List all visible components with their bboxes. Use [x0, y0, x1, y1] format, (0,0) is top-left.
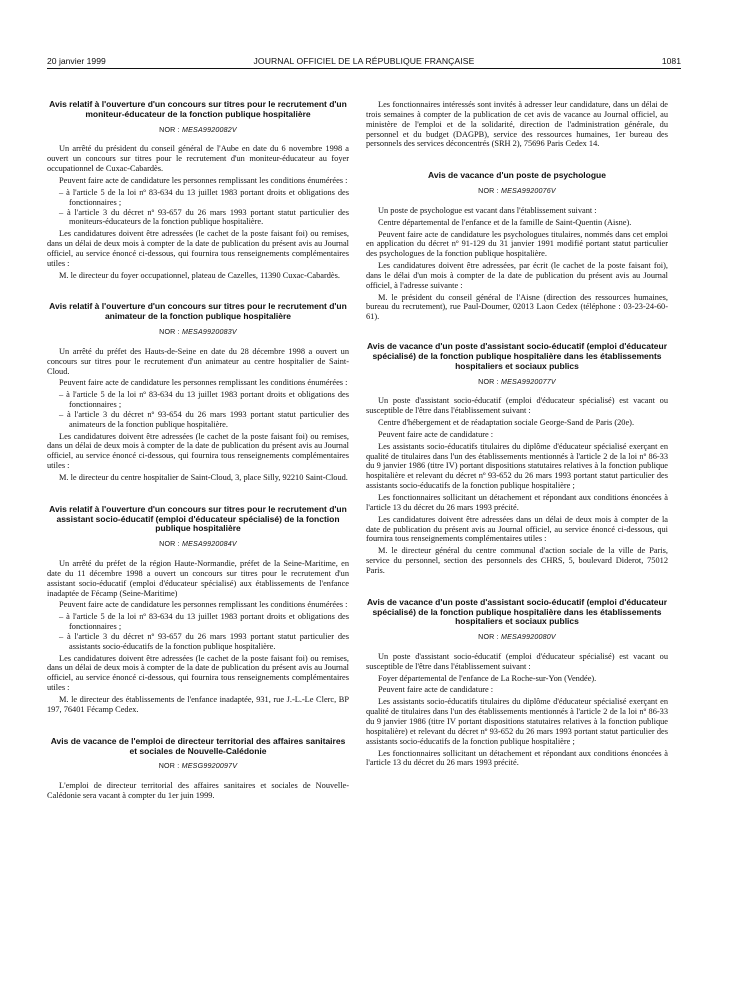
list-item: – à l'article 5 de la loi nº 83-634 du 13 juillet 1983 portant droits et obligations des fonctionnaires ;	[59, 390, 349, 410]
notice	[366, 342, 668, 576]
nor-reference	[47, 762, 349, 772]
nor-reference	[366, 633, 668, 643]
list-item: – à l'article 3 du décret nº 93-654 du 26 mars 1993 portant statut particulier des animateurs de la fonction publique hospitalière.	[59, 409, 349, 429]
nor-label: NOR :	[478, 633, 499, 642]
paragraph: M. le directeur du centre hospitalier de Saint-Cloud, 3, place Silly, 92210 Saint-Cloud.	[59, 472, 348, 482]
notice	[366, 171, 668, 322]
paragraph: Peuvent faire acte de candidature les personnes remplissant les conditions énumérées :	[59, 600, 348, 610]
notice-title: Avis relatif à l'ouverture d'un concours sur titres pour le recrutement d'un animateur de la fonction publique hospitalière	[49, 301, 347, 322]
right-column	[366, 100, 668, 790]
paragraph: M. le directeur des établissements de l'enfance inadaptée, 931, rue J.-L.-Le Clerc, BP 197, 76401 Fécamp Cedex.	[47, 695, 349, 714]
paragraph: Un arrêté du préfet de la région Haute-Normandie, préfet de la Seine-Maritime, en date du 11 décembre 1998 a ouvert un concours sur titres pour le recrutement d'un assistant socio-éducatif (emploi d'éducateur spécialisé) aux établissements de l'enfance inadaptée de Fécamp (Seine-Maritime)	[47, 559, 349, 598]
notice-title: Avis de vacance d'un poste d'assistant socio-éducatif (emploi d'éducateur spécialisé) de la fonction publique hospitalière dans les établissements hospitaliers et sociaux publics	[366, 596, 668, 627]
paragraph: Un poste d'assistant socio-éducatif (emploi d'éducateur spécialisé) est vacant ou susceptible de l'être dans l'établissement suivant :	[366, 396, 668, 416]
header-journal-title: JOURNAL OFFICIEL DE LA RÉPUBLIQUE FRANÇAISE	[253, 56, 475, 66]
conditions-list	[47, 390, 349, 429]
paragraph: Foyer départemental de l'enfance de La Roche-sur-Yon (Vendée).	[378, 673, 597, 683]
nor-label: NOR :	[159, 540, 180, 549]
conditions-list	[47, 612, 349, 651]
paragraph: Les assistants socio-éducatifs titulaires du diplôme d'éducateur spécialisé exerçant en qualité de titulaires dans l'un des établissements mentionnés à l'article 2 de la loi nº 86-33 du 9 janvier 1986 (titre IV) portant dispositions statutaires relatives à la fonction publique hospitalière et relevant du décret nº 93-652 du 26 mars 1993 portant statut particulier des assistants socio-éducatifs de la fonction publique hospitalière ;	[366, 441, 668, 491]
nor-label: NOR :	[158, 762, 180, 771]
nor-code: MESA9920077V	[501, 377, 556, 386]
paragraph: M. le directeur général du centre communal d'action sociale de la ville de Paris, service du personnel, section des personnels des CHRS, 5, boulevard Diderot, 75012 Paris.	[366, 546, 668, 575]
list-item: – à l'article 3 du décret nº 93-657 du 26 mars 1993 portant statut particulier des assistants socio-éducatifs de la fonction publique hospitalière.	[59, 631, 349, 651]
header-page-number: 1081	[661, 56, 681, 66]
paragraph: Peuvent faire acte de candidature les personnes remplissant les conditions énumérées :	[59, 378, 348, 388]
nor-code: MESA9920082V	[182, 125, 237, 134]
paragraph: Peuvent faire acte de candidature les personnes remplissant les conditions énumérées :	[59, 175, 348, 185]
header-date: 20 janvier 1999	[47, 56, 106, 66]
nor-reference	[366, 187, 668, 197]
nor-reference	[366, 378, 668, 388]
list-item: – à l'article 3 du décret nº 93-657 du 26 mars 1993 portant statut particulier des moniteurs-éducateurs de la fonction publique hospitalière.	[59, 207, 349, 227]
list-item: – à l'article 5 de la loi nº 83-634 du 13 juillet 1983 portant droits et obligations des fonctionnaires ;	[59, 612, 349, 632]
paragraph: Centre départemental de l'enfance et de la famille de Saint-Quentin (Aisne).	[378, 217, 632, 227]
notice	[366, 598, 668, 769]
notice-title: Avis de vacance d'un poste de psychologue	[428, 170, 606, 181]
nor-code: MESA9920084V	[182, 540, 237, 549]
notice	[366, 100, 668, 149]
nor-reference	[47, 540, 349, 550]
notice-title: Avis relatif à l'ouverture d'un concours sur titres pour le recrutement d'un moniteur-éducateur de la fonction publique hospitalière	[49, 99, 347, 119]
list-item: – à l'article 5 de la loi nº 83-634 du 13 juillet 1983 portant droits et obligations des fonctionnaires ;	[59, 187, 349, 207]
nor-label: NOR :	[159, 125, 180, 134]
nor-code: MESG9920097V	[181, 762, 238, 771]
nor-label: NOR :	[478, 377, 499, 386]
nor-reference	[47, 328, 349, 338]
paragraph: Peuvent faire acte de candidature :	[378, 429, 494, 439]
paragraph: Les fonctionnaires sollicitant un détachement et répondant aux conditions énoncées à l'article 13 du décret du 26 mars 1993 précité.	[366, 748, 668, 768]
notice-title: Avis de vacance d'un poste d'assistant socio-éducatif (emploi d'éducateur spécialisé) de la fonction publique hospitalière dans les établissements hospitaliers et sociaux publics	[366, 341, 668, 371]
nor-reference	[47, 126, 349, 136]
paragraph: Les candidatures doivent être adressées (le cachet de la poste faisant foi) ou remises, dans un délai de deux mois à compter de la date de publication du présent avis au Journal officiel, au service énoncé ci-dessous, qui fournira tous renseignements complémentaires utiles :	[47, 431, 349, 471]
nor-code: MESA9920076V	[501, 187, 556, 196]
paragraph: Les fonctionnaires intéressés sont invités à adresser leur candidature, dans un délai de trois semaines à compter de la publication de cet avis de vacance au Journal officiel, au ministère de l'emploi et de la solidarité, direction de l'administration générale, du personnel et du budget (DAGPB), service des ressources humaines, 1er bureau des personnels des services déconcentrés (SRH 2), 75696 Paris Cedex 14.	[366, 100, 668, 149]
paragraph: Les candidatures doivent être adressées dans un délai de deux mois à compter de la date de publication du présent avis au Journal officiel, au service énoncé ci-dessous, qui fournira tous renseignements complémentaires utiles :	[366, 514, 668, 544]
paragraph: Centre d'hébergement et de réadaptation sociale George-Sand de Paris (20e).	[378, 418, 635, 428]
notice-title: Avis de vacance de l'emploi de directeur territorial des affaires sanitaires et sociales de Nouvelle-Calédonie	[50, 735, 346, 756]
notice-title: Avis relatif à l'ouverture d'un concours sur titres pour le recrutement d'un assistant socio-éducatif (emploi d'éducateur spécialisé) de la fonction publique hospitalière	[49, 503, 347, 534]
conditions-list	[47, 188, 349, 227]
nor-code: MESA9920083V	[182, 328, 237, 336]
paragraph: M. le directeur du foyer occupationnel, plateau de Cazelles, 11390 Cuxac-Cabardès.	[59, 270, 340, 280]
paragraph: Un arrêté du président du conseil général de l'Aube en date du 6 novembre 1998 a ouvert un concours sur titres pour le recrutement d'un moniteur-éducateur au foyer occupationnel de Cuxac-Cabardès.	[47, 144, 349, 174]
paragraph: Les fonctionnaires sollicitant un détachement et répondant aux conditions énoncées à l'article 13 du décret du 26 mars 1993 précité.	[366, 492, 668, 512]
notice	[47, 737, 349, 801]
paragraph: Les assistants socio-éducatifs titulaires du diplôme d'éducateur spécialisé exerçant en qualité de titulaires dans l'un des établissements mentionnés à l'article 2 de la loi nº 86-33 du 9 janvier 1986 (titre IV portant dispositions statutaires relatives à la fonction publique hospitalière) et relevant du décret nº 93-652 du 26 mars 1993 portant statut particulier des assistants socio-éducatifs de la fonction publique hospitalière ;	[366, 697, 668, 746]
paragraph: Les candidatures doivent être adressées (le cachet de la poste faisant foi) ou remises, dans un délai de deux mois à compter de la date de publication du présent avis au Journal officiel, au service énoncé ci-dessous, qui fournira tous renseignements complémentaires utiles :	[47, 229, 349, 268]
paragraph: Un poste d'assistant socio-éducatif (emploi d'éducateur spécialisé) est vacant ou susceptible de l'être dans l'établissement suivant :	[366, 651, 668, 671]
header-rule	[47, 68, 681, 69]
notice	[47, 505, 349, 715]
notice	[47, 302, 349, 482]
paragraph: Les candidatures doivent être adressées (le cachet de la poste faisant foi) ou remises, dans un délai de deux mois à compter de la date de publication du présent avis au Journal officiel, au service énoncé ci-dessous, qui fournira tous renseignements complémentaires utiles :	[47, 653, 349, 693]
notice	[47, 100, 349, 280]
paragraph: Peuvent faire acte de candidature :	[378, 685, 494, 695]
paragraph: Peuvent faire acte de candidature les psychologues titulaires, nommés dans cet emploi en application du décret nº 91-129 du 31 janvier 1991 modifié portant statut particulier des psychologues de la fonction publique hospitalière.	[366, 229, 668, 259]
paragraph: M. le président du conseil général de l'Aisne (direction des ressources humaines, bureau du recrutement), rue Paul-Doumer, 02013 Laon Cedex (téléphone : 03-23-24-60-61).	[366, 292, 668, 322]
left-column	[47, 100, 349, 823]
paragraph: Un poste de psychologue est vacant dans l'établissement suivant :	[378, 205, 597, 215]
paragraph: Un arrêté du préfet des Hauts-de-Seine en date du 28 décembre 1998 a ouvert un concours sur titres pour le recrutement d'un animateur au centre hospitalier de Saint-Cloud.	[47, 346, 349, 376]
nor-label: NOR :	[478, 187, 499, 196]
paragraph: Les candidatures doivent être adressées, par écrit (le cachet de la poste faisant foi), dans le délai d'un mois à compter de la date de publication du présent avis au Journal officiel, à l'adresse suivante :	[366, 261, 668, 290]
nor-code: MESA9920080V	[501, 633, 556, 642]
nor-label: NOR :	[159, 328, 180, 336]
paragraph: L'emploi de directeur territorial des affaires sanitaires et sociales de Nouvelle-Calédonie sera vacant à compter du 1er juin 1999.	[47, 781, 349, 800]
